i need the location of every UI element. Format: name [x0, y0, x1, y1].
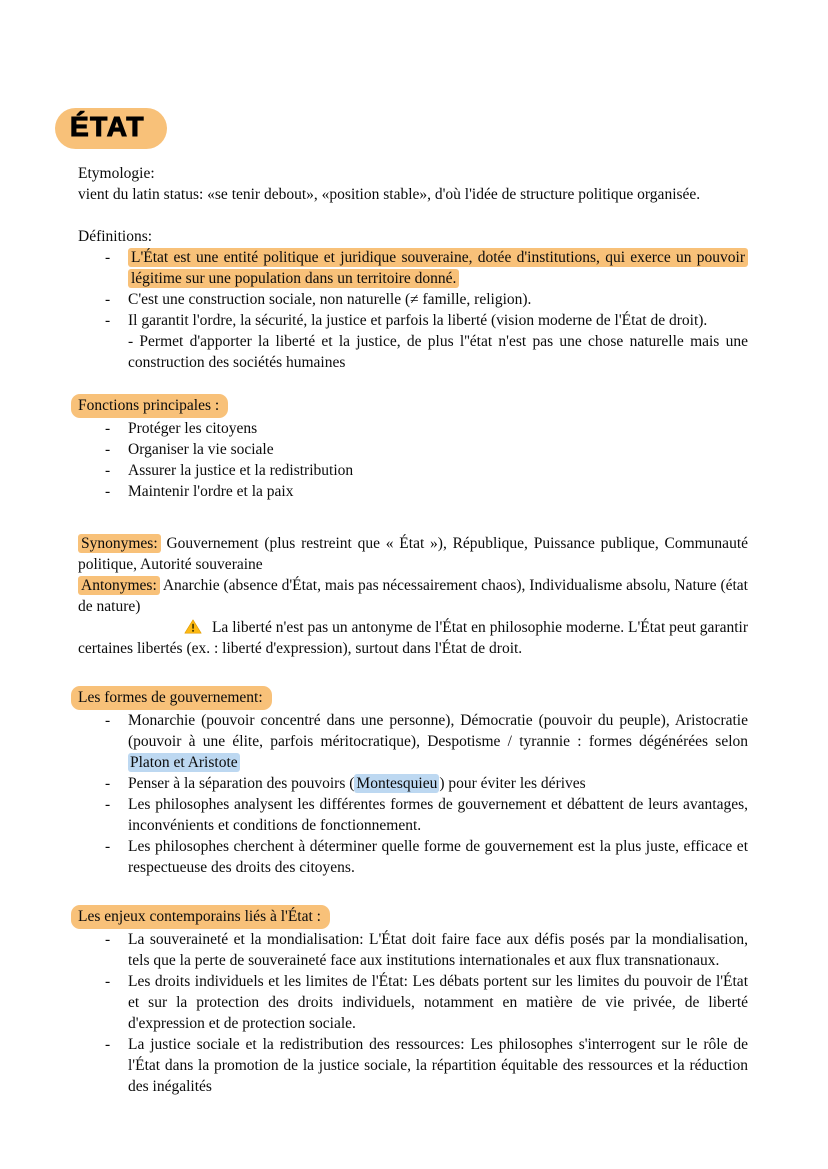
government-forms-heading: Les formes de gouvernement:: [71, 686, 272, 710]
function-item: [78, 481, 748, 502]
bullet-dash: -: [105, 441, 111, 458]
bullet-dash: -: [105, 775, 111, 792]
bullet-dash: -: [105, 483, 111, 500]
functions-heading-row: [78, 394, 748, 418]
contemporary-issue-item: [78, 1034, 748, 1097]
etymology-body: vient du latin status: «se tenir debout», «position stable», d'où l'idée de structure politique organisée.: [78, 186, 701, 203]
item-text: Les droits individuels et les limites de l'État: Les débats portent sur les limites du pouvoir de l'État et sur la protection des droits individuels, notamment en matière de vie privée, de liberté d'expression et de protection sociale.: [128, 973, 748, 1032]
etymology-heading: Etymologie:: [78, 165, 155, 182]
montesquieu-highlight: Montesquieu: [356, 775, 438, 792]
government-form-item: [78, 710, 748, 773]
antonyms-paragraph: [78, 575, 748, 617]
philosophers-highlight: Platon et Aristote: [130, 754, 238, 771]
item-text: Monarchie (pouvoir concentré dans une personne), Démocratie (pouvoir du peuple), Aristocratie (pouvoir à une élite, parfois méritocratique), Despotisme / tyrannie : formes dégénérées selon: [128, 712, 748, 750]
function-text: Maintenir l'ordre et la paix: [128, 483, 294, 500]
function-item: [78, 418, 748, 439]
synonyms-label: Synonymes:: [78, 534, 161, 553]
government-form-item: [78, 773, 748, 794]
item-text: La souveraineté et la mondialisation: L'État doit faire face aux défis posés par la mondialisation, tels que la perte de souveraineté face aux institutions internationales et aux flux transnationaux.: [128, 931, 748, 969]
contemporary-issues-heading: Les enjeux contemporains liés à l'État :: [71, 905, 330, 929]
contemporary-issue-item: [78, 971, 748, 1034]
bullet-dash: -: [105, 249, 111, 266]
bullet-dash: -: [105, 712, 111, 729]
warning-icon: [184, 619, 202, 634]
antonyms-label: Antonymes:: [78, 576, 160, 595]
government-form-item: [78, 794, 748, 836]
bullet-dash: -: [105, 1036, 111, 1053]
title-row: [55, 108, 748, 149]
government-forms-heading-row: [78, 686, 748, 710]
function-item: [78, 460, 748, 481]
page-title: ÉTAT: [70, 111, 145, 142]
contemporary-issue-item: [78, 929, 748, 971]
warning-text: La liberté n'est pas un antonyme de l'État en philosophie moderne. L'État peut garantir certaines libertés (ex. : liberté d'expression), surtout dans l'État de droit.: [78, 619, 749, 657]
function-text: Organiser la vie sociale: [128, 441, 274, 458]
item-text: Les philosophes analysent les différentes formes de gouvernement et débattent de leurs avantages, inconvénients et conditions de fonctionnement.: [128, 796, 748, 834]
item-text: Les philosophes cherchent à déterminer quelle forme de gouvernement est la plus juste, efficace et respectueuse des droits des citoyens.: [128, 838, 748, 876]
definitions-heading: Définitions:: [78, 228, 153, 245]
bullet-dash: -: [105, 796, 111, 813]
contemporary-issues-heading-row: [78, 905, 748, 929]
item-text: La justice sociale et la redistribution des ressources: Les philosophes s'interrogent sur le rôle de l'État dans la promotion de la justice sociale, la répartition équitable des ressources et la réduction des inégalités: [128, 1036, 748, 1095]
definition-highlighted-text: L'État est une entité politique et juridique souveraine, dotée d'institutions, qui exerce un pouvoir légitime sur une population dans un territoire donné.: [128, 248, 748, 288]
government-form-item: [78, 836, 748, 878]
synonyms-text: Gouvernement (plus restreint que « État »), République, Puissance publique, Communauté politique, Autorité souveraine: [78, 535, 749, 573]
definition-subnote: - Permet d'apporter la liberté et la justice, de plus l''état n'est pas une chose naturelle mais une construction des sociétés humaines: [128, 333, 748, 371]
warning-note: [78, 617, 748, 659]
bullet-dash: -: [105, 973, 111, 990]
bullet-dash: -: [105, 931, 111, 948]
definition-item: [78, 289, 748, 310]
antonyms-text: Anarchie (absence d'État, mais pas nécessairement chaos), Individualisme absolu, Nature (état de nature): [78, 577, 748, 615]
item-text: Penser à la séparation des pouvoirs (: [128, 775, 355, 792]
bullet-dash: -: [105, 291, 111, 308]
function-text: Protéger les citoyens: [128, 420, 258, 437]
bullet-dash: -: [105, 312, 111, 329]
bullet-dash: -: [105, 462, 111, 479]
function-text: Assurer la justice et la redistribution: [128, 462, 354, 479]
functions-heading: Fonctions principales :: [71, 394, 228, 418]
item-text: ) pour éviter les dérives: [439, 775, 586, 792]
definition-text: Il garantit l'ordre, la sécurité, la justice et parfois la liberté (vision moderne de l'État de droit).: [128, 312, 708, 329]
definition-item: [78, 310, 748, 331]
definition-text: C'est une construction sociale, non naturelle (≠ famille, religion).: [128, 291, 532, 308]
synonyms-paragraph: [78, 533, 748, 575]
function-item: [78, 439, 748, 460]
title-highlight: [55, 108, 167, 149]
bullet-dash: -: [105, 838, 111, 855]
definition-item: [78, 247, 748, 289]
bullet-dash: -: [105, 420, 111, 437]
